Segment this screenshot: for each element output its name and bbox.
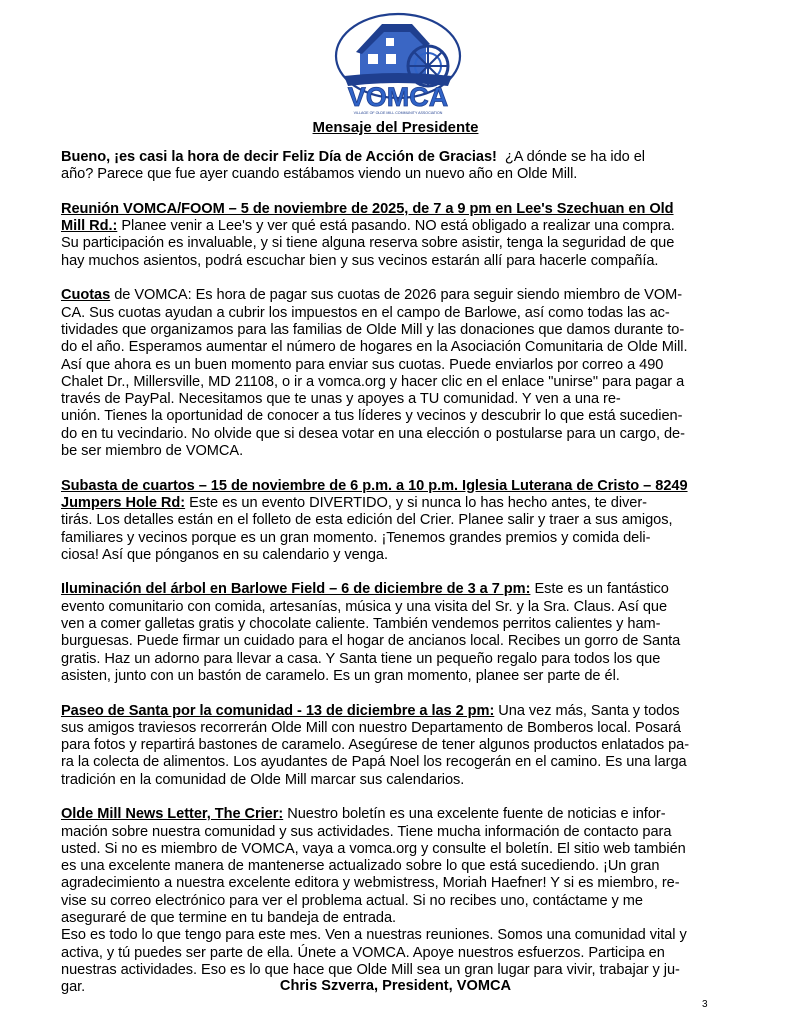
page-number: 3	[702, 999, 708, 1010]
intro-lead: Bueno, ¡es casi la hora de decir Feliz Día de Acción de Gracias!	[61, 149, 497, 165]
tree-lighting-heading: Iluminación del árbol en Barlowe Field – 6 de diciembre de 3 a 7 pm:	[61, 581, 531, 598]
mill-logo-icon	[330, 10, 466, 118]
meeting-heading: Reunión VOMCA/FOOM – 5 de noviembre de 2025, de 7 a 9 pm en Lee's Szechuan en Old	[61, 200, 674, 217]
logo-wordmark: VOMCA	[347, 82, 449, 112]
closing-paragraph: Eso es todo lo que tengo para este mes. Ven a nuestras reuniones. Somos una comunidad vital y activa, y tú puedes ser parte de ella. Únete a VOMCA. Apoye nuestros esfuerzos. Participa en nuestras actividades. Eso es lo que hace que Olde Mill sea un gran lugar para vivir, trabajar y ju- gar.	[61, 927, 687, 996]
logo-subtitle: VILLAGE OF OLDE MILL COMMUNITY ASSOCIATION	[353, 111, 443, 115]
intro-paragraph: Bueno, ¡es casi la hora de decir Feliz Día de Acción de Gracias! ¿A dónde se ha ido el año? Parece que fue ayer cuando estábamos viendo un nuevo año en Olde Mill.	[61, 149, 646, 183]
santa-ride-heading: Paseo de Santa por la comunidad - 13 de diciembre a las 2 pm:	[61, 702, 495, 719]
tree-lighting-paragraph: Iluminación del árbol en Barlowe Field – 6 de diciembre de 3 a 7 pm: Este es un fantástico evento comunitario con comida, artesanías, música y una visita del Sr. y la Sra. Claus. Así que ven a comer galletas gratis y chocolate caliente. También vendemos perritos calientes y ham- burguesas. Puede firmar un cuidado para el hogar de ancianos local. Recibes un gorro de Santa gratis. Haz un adorno para llevar a casa. Y Santa tiene un pequeño regalo para todos los que asisten, junto con un bastón de caramelo. Es un gran momento, planee ser parte de él.	[61, 581, 681, 684]
vomca-logo	[330, 10, 466, 118]
newsletter-heading: Olde Mill News Letter, The Crier:	[61, 806, 284, 823]
signature: Chris Szverra, President, VOMCA	[279, 978, 512, 994]
santa-ride-paragraph: Paseo de Santa por la comunidad - 13 de diciembre a las 2 pm: Una vez más, Santa y todos sus amigos traviesos recorrerán Olde Mill con nuestro Departamento de Bomberos local. Posará para fotos y repartirá bastones de caramelo. Asegúrese de tener algunos productos enlatados pa- ra la colecta de alimentos. Los ayudantes de Papá Noel los recogerán en el camino. Es una larga tradición en la comunidad de Olde Mill marcar sus calendarios.	[61, 702, 690, 788]
auction-paragraph: Subasta de cuartos – 15 de noviembre de 6 p.m. a 10 p.m. Iglesia Luterana de Cristo – 8249 Jumpers Hole Rd: Este es un evento DIVERTIDO, y si nunca lo has hecho antes, te diver- tirás. Los detalles están en el folleto de esta edición del Crier. Planee salir y traer a sus amigos, familiares y vecinos porque es un gran momento. ¡Tenemos grandes premios y comida deli- ciosa! Así que pónganos en su calendario y venga.	[61, 478, 739, 564]
dues-paragraph: Cuotas de VOMCA: Es hora de pagar sus cuotas de 2026 para seguir siendo miembro de VOM- CA. Sus cuotas ayudan a cubrir los impuestos en el campo de Barlowe, así como todas las ac- tividades que organizamos para las familias de Olde Mill y las donaciones que damos durante to- do el año. Esperamos aumentar el número de hogares en la Asociación Comunitaria de Olde Mill. Así que ahora es un buen momento para enviar sus cuotas. Puede enviarlos por correo a 490 Chalet Dr., Millersville, MD 21108, o ir a vomca.org y hacer clic en el enlace "unirse" para pagar a través de PayPal. Necesitamos que te unas y apoyes a TU comunidad. Y ven a una re- unión. Tienes la oportunidad de conocer a tus líderes y vecinos y descubrir lo que está sucedien- do en tu vecindario. No olvide que si desea votar en una elección o postularse para un cargo, de- be ser miembro de VOMCA.	[61, 287, 688, 460]
meeting-paragraph: Reunión VOMCA/FOOM – 5 de noviembre de 2025, de 7 a 9 pm en Lee's Szechuan en Old Mill Rd.: Planee venir a Lee's y ver qué está pasando. NO está obligado a realizar una compra. Su participación es invaluable, y si tiene alguna reserva sobre asistir, tenga la seguridad de que hay muchos asientos, podrá escuchar bien y sus vecinos estarán allí para hacerle compañía.	[61, 201, 739, 270]
newsletter-paragraph: Olde Mill News Letter, The Crier: Nuestro boletín es una excelente fuente de noticias e infor- mación sobre nuestra comunidad y sus actividades. Tiene mucha información de contacto para usted. Si no es miembro de VOMCA, vaya a vomca.org y consulte el boletín. El sitio web también es una excelente manera de mantenerse actualizado sobre lo que está sucediendo. ¡Un gran agradecimiento a nuestra excelente editora y webmistress, Moriah Haefner! Y si es miembro, re- vise su correo electrónico para ver el problema actual. Si no recibes uno, contáctame y me aseguraré de que termine en tu bandeja de entrada.	[61, 806, 686, 927]
dues-heading: Cuotas	[61, 287, 111, 304]
auction-heading: Subasta de cuartos – 15 de noviembre de 6 p.m. a 10 p.m. Iglesia Luterana de Cristo – 8249	[61, 477, 688, 494]
letter-body	[61, 149, 739, 997]
page-title: Mensaje del Presidente	[312, 119, 479, 136]
